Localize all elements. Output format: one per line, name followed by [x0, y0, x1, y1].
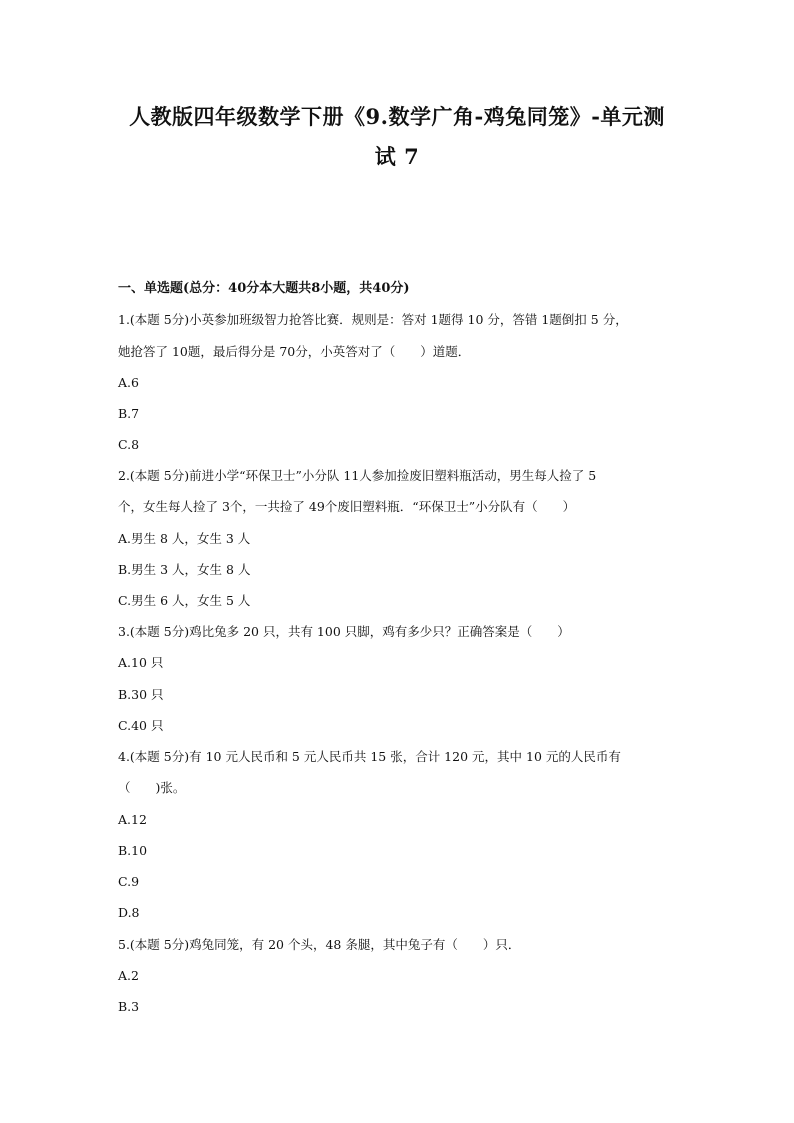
question-4-line-2: （ )张。 — [118, 780, 186, 795]
question-5-option-a: A.2 — [118, 968, 139, 983]
question-2-line-1: 2.(本题 5分)前进小学“环保卫士”小分队 11人参加捡废旧塑料瓶活动，男生每人捡了 5 — [118, 468, 597, 483]
question-1-line-2: 她抢答了 10题，最后得分是 70分，小英答对了（ ）道题． — [118, 344, 471, 359]
question-3-option-c: C.40 只 — [118, 718, 164, 733]
question-1-option-a: A.6 — [118, 375, 139, 390]
section-heading: 一、单选题(总分：40分本大题共8小题，共40分) — [118, 281, 410, 296]
question-1-option-c: C.8 — [118, 437, 140, 452]
question-4-option-d: D.8 — [118, 905, 140, 920]
question-4-line-1: 4.(本题 5分)有 10 元人民币和 5 元人民币共 15 张，合计 120 元，其中 10 元的人民币有 — [118, 749, 621, 764]
page-title-line-1: 人教版四年级数学下册《9.数学广角-鸡兔同笼》-单元测 — [129, 104, 665, 129]
question-2-line-2: 个，女生每人捡了 3个，一共捡了 49个废旧塑料瓶．“环保卫士”小分队有（ ） — [118, 499, 576, 514]
question-2-option-a: A.男生 8 人，女生 3 人 — [118, 531, 251, 546]
page-title-line-2: 试 7 — [374, 144, 420, 169]
question-3-line-1: 3.(本题 5分)鸡比兔多 20 只，共有 100 只脚，鸡有多少只？正确答案是（ ） — [118, 624, 570, 639]
question-2-option-c: C.男生 6 人，女生 5 人 — [118, 593, 251, 608]
question-4-option-c: C.9 — [118, 874, 140, 889]
question-2-option-b: B.男生 3 人，女生 8 人 — [118, 562, 251, 577]
question-5-line-1: 5.(本题 5分)鸡兔同笼，有 20 个头，48 条腿，其中兔子有（ ）只． — [118, 937, 521, 952]
question-1-option-b: B.7 — [118, 406, 140, 421]
question-1-line-1: 1.(本题 5分)小英参加班级智力抢答比赛．规则是：答对 1题得 10 分，答错 1题倒扣 5 分， — [118, 312, 628, 327]
question-4-option-a: A.12 — [118, 812, 147, 827]
question-3-option-a: A.10 只 — [118, 655, 164, 670]
question-4-option-b: B.10 — [118, 843, 148, 858]
question-3-option-b: B.30 只 — [118, 687, 164, 702]
question-5-option-b: B.3 — [118, 999, 140, 1014]
